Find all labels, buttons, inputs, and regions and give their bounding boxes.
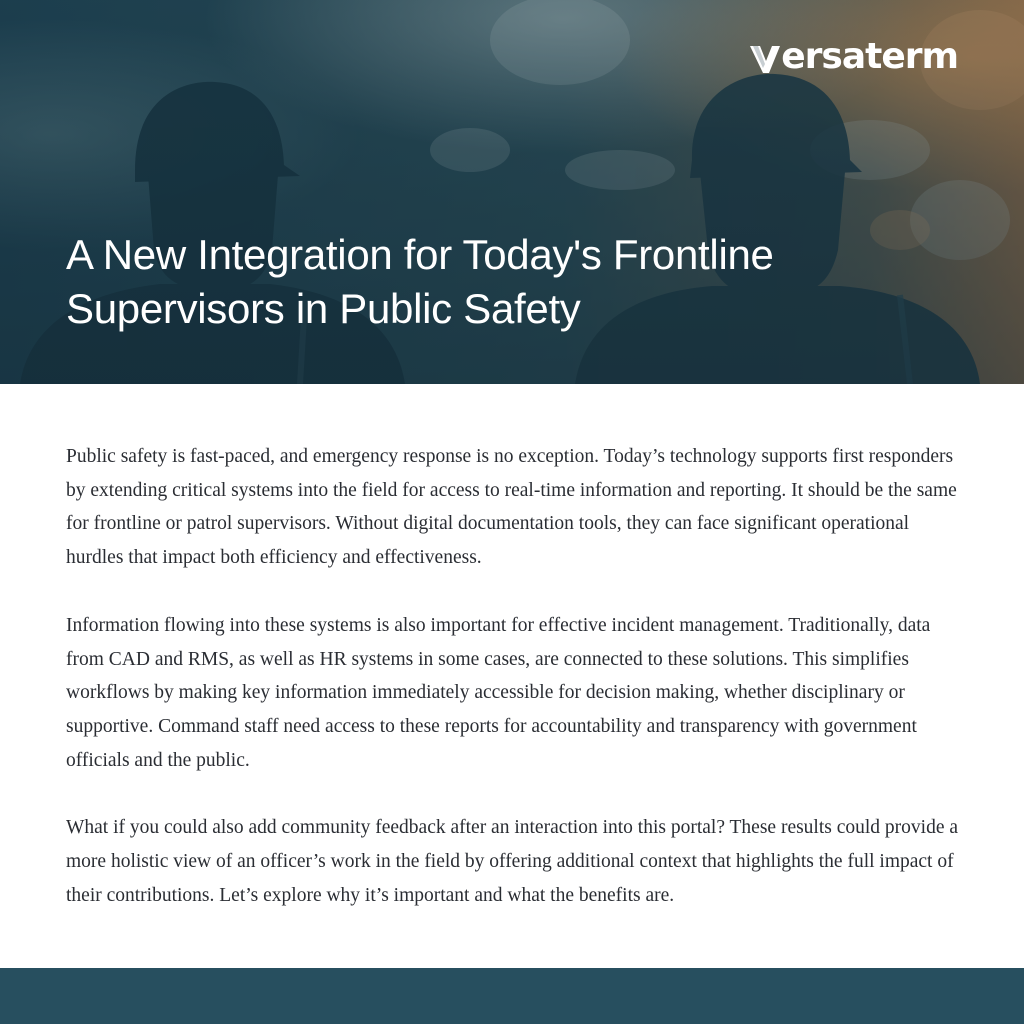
page-title	[66, 228, 966, 336]
logo-wordmark: ersaterm	[781, 36, 958, 77]
paragraph-community-feedback: What if you could also add community feedback after an interaction into this portal? These results could provide a more holistic view of an officer’s work in the field by offering additional context that highlights the full impact of their contributions. Let’s explore why it’s important and what the benefits are.	[66, 817, 959, 906]
versaterm-logo	[750, 36, 958, 78]
paragraph-intro: Public safety is fast-paced, and emergency response is no exception. Today’s technology supports first responders by extending critical systems into the field for access to real-time information and reporting. It should be the same for frontline or patrol supervisors. Without digital documentation tools, they can face significant operational hurdles that impact both efficiency and effectiveness.	[66, 446, 957, 569]
footer-bar	[0, 968, 1024, 1024]
paragraph-information-flow: Information flowing into these systems is also important for effective incident management. Traditionally, data from CAD and RMS, as well as HR systems in some cases, are connected to these solutions. This simplifies workflows by making key information immediately accessible for decision making, whether disciplinary or supportive. Command staff need access to these reports for accountability and transparency with government officials and the public.	[66, 614, 931, 771]
article-body	[66, 440, 966, 946]
page-title-line-2: Supervisors in Public Safety	[66, 285, 581, 332]
page-title-line-1: A New Integration for Today's Frontline	[66, 231, 774, 278]
hero-banner	[0, 0, 1024, 384]
chevron-v-logo-icon	[750, 44, 780, 74]
